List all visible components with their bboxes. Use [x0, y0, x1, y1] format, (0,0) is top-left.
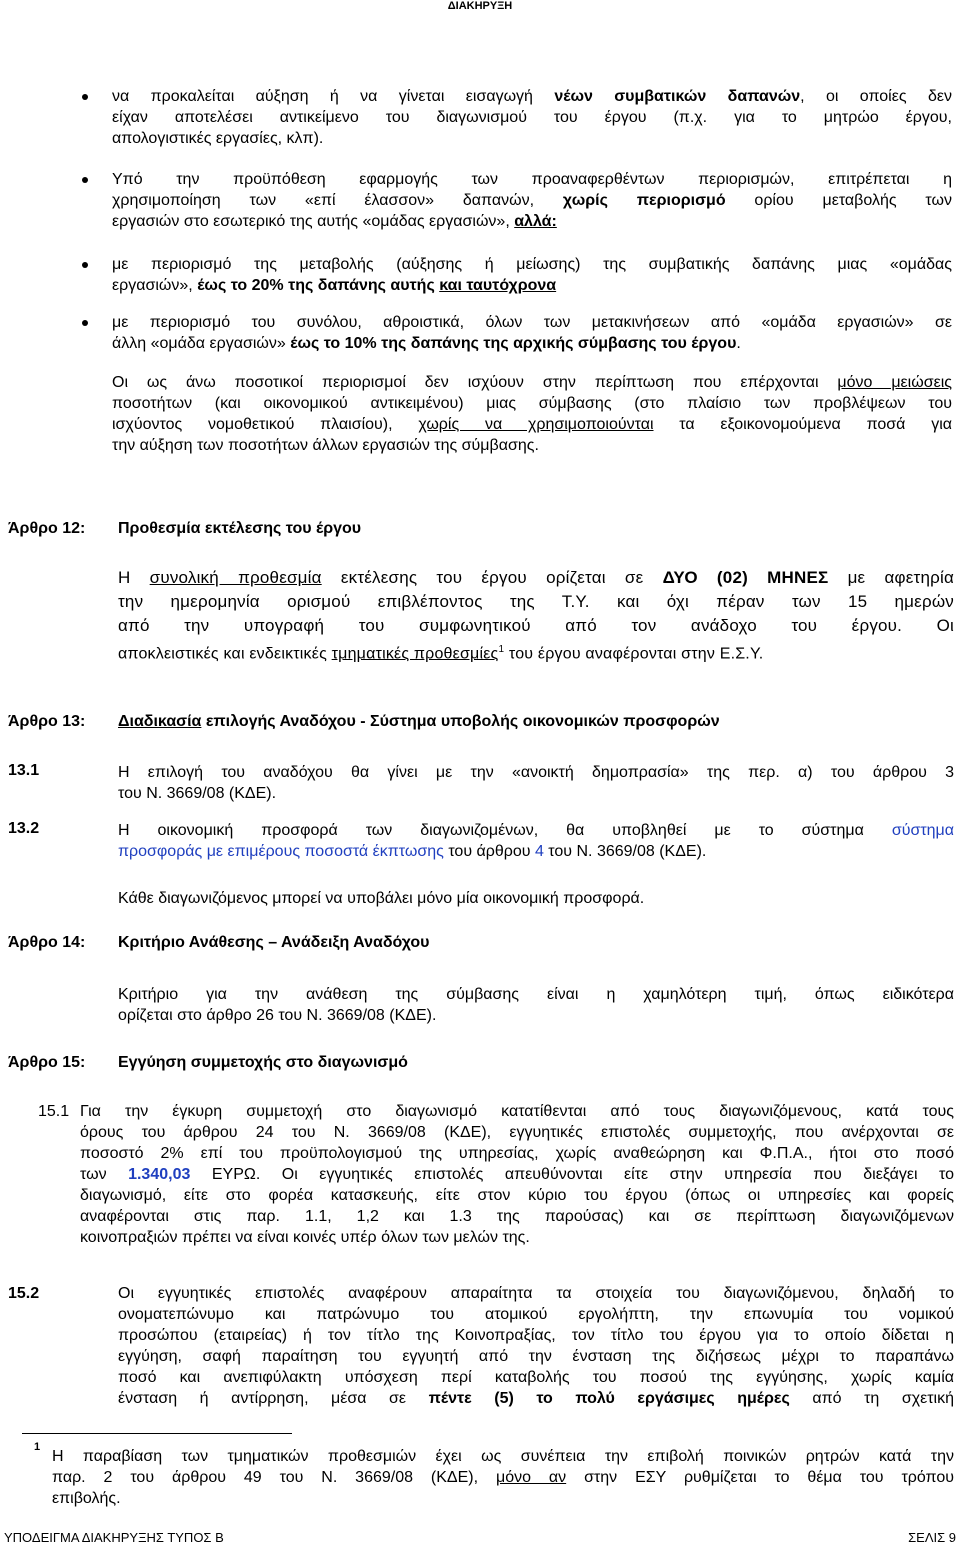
footer-left: ΥΠΟΔΕΙΓΜΑ ΔΙΑΚΗΡΥΞΗΣ ΤΥΠΟΣ Β: [4, 1530, 224, 1545]
section-number: 13.1: [8, 762, 40, 779]
bullet-icon: [82, 262, 88, 268]
section-number: 15.2: [8, 1285, 40, 1302]
article-number: Άρθρο 12:: [8, 520, 86, 537]
section-13-1: Η επιλογή του αναδόχου θα γίνει με την «ανοικτή δημοπρασία» της περ. α) του άρθρου 3 του Ν. 3669/08 (ΚΔΕ).: [118, 764, 954, 802]
article-14-body: Κριτήριο για την ανάθεση της σύμβασης είναι η χαμηλότερη τιμή, όπως ειδικότερα ορίζεται στο άρθρο 26 του Ν. 3669/08 (ΚΔΕ).: [118, 986, 954, 1024]
bullet-item: με περιορισμό της μεταβολής (αύξησης ή μείωσης) της συμβατικής δαπάνης μιας «ομάδας εργασιών», έως το 20% της δαπάνης αυτής και ταυτόχρονα: [112, 256, 952, 294]
article-title: Διαδικασία επιλογής Αναδόχου - Σύστημα υποβολής οικονομικών προσφορών: [118, 713, 720, 730]
section-15-1: Για την έγκυρη συμμετοχή στο διαγωνισμό κατατίθενται από τους διαγωνιζόμενους, κατά τους όρους του άρθρου 24 του Ν. 3669/08 (ΚΔΕ), εγγυητικές επιστολές συμμετοχής, που ανέρχονται σε ποσοστό 2% επί του προϋπολογισμού της υπηρεσίας, χωρίς αναθεώρηση και Φ.Π.Α., ήτοι στο ποσό των 1.340,03 ΕΥΡΩ. Οι εγγυητικές επιστολές απευθύνονται είτε στην υπηρεσία που διεξάγει το διαγωνισμό, είτε στο φορέα κατασκευής, είτε στον κύριο του έργου (όπως οι υπηρεσίες και φορείς αναφέρονται στις παρ. 1.1, 1,2 και 1.3 της παρούσας) και σε περίπτωση διαγωνιζόμενων κοινοπραξιών πρέπει να είναι κοινές υπέρ όλων των μελών της.: [80, 1103, 954, 1246]
footnote-divider: [22, 1433, 292, 1434]
section-15-2: Οι εγγυητικές επιστολές αναφέρουν απαραίτητα τα στοιχεία του διαγωνιζόμενου, δηλαδή το ονοματεπώνυμο και πατρώνυμο του ατομικού εργολήπτη, την επωνυμία του νομικού προσώπου (εταιρείας) ή τον τίτλο της Κοινοπραξίας, τον τίτλο του έργου για το οποίο δίδεται η εγγύηση, σαφή παραίτηση του εγγυητή από την ένσταση της διζήσεως μέχρι το παραπάνω ποσό και ανεπιφύλακτη υπόσχεση περί καταβολής του ποσού της εγγύησης, χωρίς καμία ένσταση ή αντίρρηση, μέσα σε πέντε (5) το πολύ εργάσιμες ημέρες από τη σχετική: [118, 1285, 955, 1407]
article-title: Προθεσμία εκτέλεσης του έργου: [118, 520, 362, 537]
footnote-number: 1: [34, 1441, 41, 1453]
article-number: Άρθρο 15:: [8, 1054, 86, 1071]
article-number: Άρθρο 13:: [8, 713, 86, 730]
article-title: Εγγύηση συμμετοχής στο διαγωνισμό: [118, 1054, 408, 1071]
bullet-icon: [82, 177, 88, 183]
footnote-ref: 1: [498, 644, 505, 655]
section-number: 15.1: [38, 1103, 70, 1120]
section-13-2: Η οικονομική προσφορά των διαγωνιζομένων, θα υποβληθεί με το σύστημα σύστημα προσφοράς με επιμέρους ποσοστά έκπτωσης του άρθρου 4 του Ν. 3669/08 (ΚΔΕ).: [118, 822, 954, 860]
article-12-body: Η συνολική προθεσμία εκτέλεσης του έργου ορίζεται σε ΔΥΟ (02) ΜΗΝΕΣ με αφετηρία την ημερομηνία ορισμού επιβλέποντος της Τ.Υ. και όχι πέραν των 15 ημερών από την υπογραφή του συμφωνητικού από τον ανάδοχο του έργου. Οι αποκλειστικές και ενδεικτικές τμηματικές προθεσμίες$^1$ του έργου αναφέρονται στην Ε.Σ.Υ.: [118, 568, 954, 663]
single-offer-note: Κάθε διαγωνιζόμενος μπορεί να υποβάλει μόνο μία οικονομική προσφορά.: [118, 890, 645, 907]
bullet-item: να προκαλείται αύξηση ή να γίνεται εισαγωγή νέων συμβατικών δαπανών, οι οποίες δεν είχαν αποτελέσει αντικείμενο του διαγωνισμού του έργου (π.χ. για το μητρώο έργου, απολογιστικές εργασίες, κλπ).: [112, 88, 952, 147]
bullet-icon: [82, 94, 88, 100]
paragraph-limits: Οι ως άνω ποσοτικοί περιορισμοί δεν ισχύουν στην περίπτωση που επέρχονται μόνο μειώσεις ποσοτήτων (και οικονομικού αντικειμένου) μιας σύμβασης (στο πλαίσιο των προβλέψεων του ισχύοντος νομοθετικού πλαισίου), χωρίς να χρησιμοποιούνται τα εξοικονομούμενα ποσά για την αύξηση των ποσοτήτων άλλων εργασιών της σύμβασης.: [112, 374, 953, 454]
article-title: Κριτήριο Ανάθεσης – Ανάδειξη Αναδόχου: [118, 934, 430, 951]
bullet-item: Υπό την προϋπόθεση εφαρμογής των προαναφερθέντων περιορισμών, επιτρέπεται η χρησιμοποίηση των «επί έλασσον» δαπανών, χωρίς περιορισμό ορίου μεταβολής των εργασιών στο εσωτερικό της αυτής «ομάδας εργασιών», αλλά:: [112, 171, 952, 230]
section-number: 13.2: [8, 820, 40, 837]
page-number: ΣΕΛΙΣ 9: [908, 1530, 956, 1545]
footnote-text: Η παραβίαση των τμηματικών προθεσμιών έχει ως συνέπεια την επιβολή ποινικών ρητρών κατά την παρ. 2 του άρθρου 49 του Ν. 3669/08 (ΚΔΕ), μόνο αν στην ΕΣΥ ρυθμίζεται το θέμα του τρόπου επιβολής.: [52, 1448, 955, 1507]
bullet-item: με περιορισμό του συνόλου, αθροιστικά, όλων των μετακινήσεων από «ομάδα εργασιών» σε άλλη «ομάδα εργασιών» έως το 10% της δαπάνης της αρχικής σύμβασης του έργου.: [112, 314, 952, 352]
bullet-icon: [82, 320, 88, 326]
page-header: ΔΙΑΚΗΡΥΞΗ: [447, 0, 513, 12]
article-number: Άρθρο 14:: [8, 934, 86, 951]
